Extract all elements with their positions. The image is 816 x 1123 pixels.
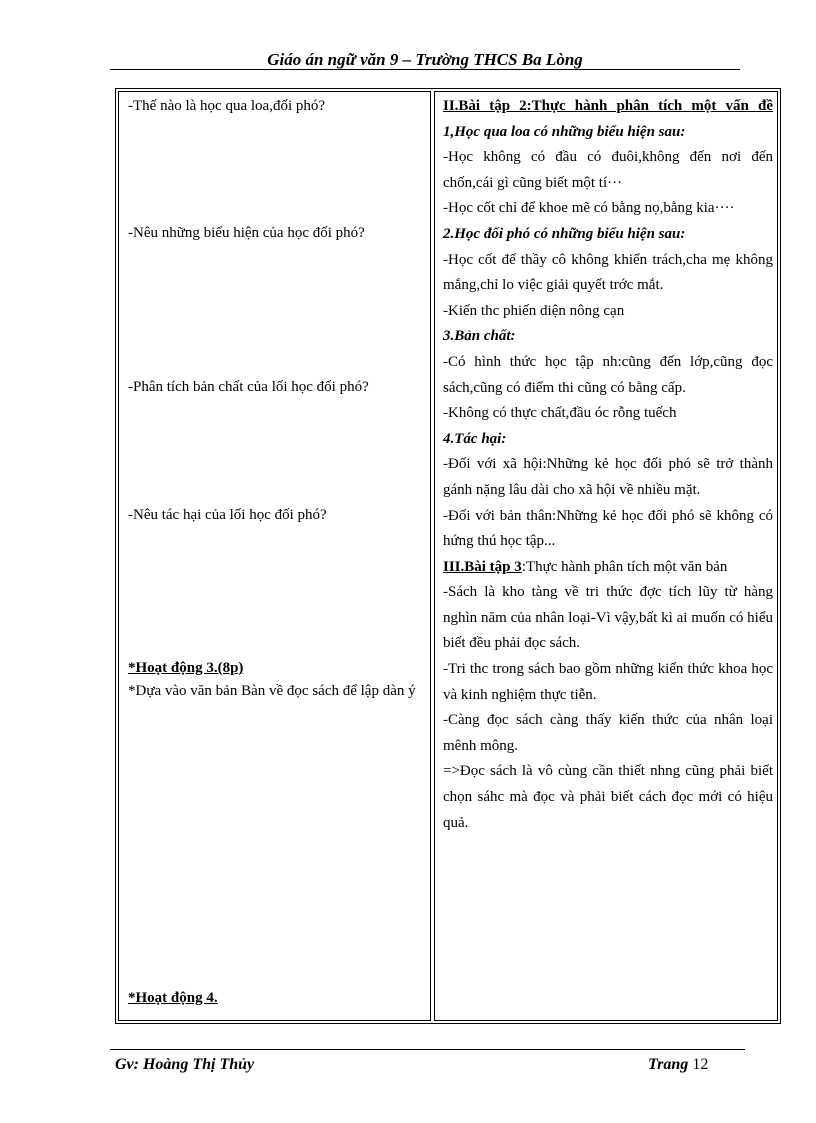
answers-column — [434, 91, 778, 1021]
exercise-3-conclusion: =>Đọc sách là vô cùng cần thiết nhng cũng phải biết chọn sáhc mà đọc và phải biết cách đọc mới có hiệu quả. — [443, 763, 773, 831]
header-rule — [110, 69, 740, 70]
page-header: Giáo án ngữ văn 9 – Trường THCS Ba Lòng — [267, 50, 583, 69]
section-4-point-1: -Đối với xã hội:Những kẻ học đối phó sẽ trở thành gánh nặng lâu dài cho xã hội về nhiều mặt. — [443, 456, 773, 498]
section-2-point-2: -Kiến thc phiến diện nông cạn — [443, 302, 625, 319]
question-2: -Nêu những biểu hiện của học đối phó? — [128, 225, 365, 241]
page-number: 12 — [692, 1056, 709, 1073]
activity-3-text: *Dựa vào văn bản Bàn về đọc sách để lập dàn ý — [128, 683, 416, 699]
exercise-3-title — [443, 555, 773, 581]
questions-column — [118, 91, 431, 1021]
section-4-heading: 4.Tác hại: — [443, 430, 507, 447]
answers-content — [443, 94, 773, 836]
exercise-3-point-3: -Càng đọc sách càng thấy kiến thức của nhân loại mênh mông. — [443, 712, 773, 754]
activity-4-heading: *Hoạt động 4. — [128, 990, 218, 1006]
exercise-3-point-2: -Tri thc trong sách bao gồm những kiến thức khoa học và kinh nghiệm thực tiễn. — [443, 661, 773, 703]
section-2-point-1: -Học cốt để thầy cô không khiển trách,cha mẹ không mắng,chỉ lo việc giải quyết trớc mắt. — [443, 251, 773, 294]
exercise-3-label: III.Bài tập 3 — [443, 558, 522, 575]
section-3-point-1: -Có hình thức học tập nh:cũng đến lớp,cũng đọc sách,cũng có điểm thi cũng có bằng cấp. — [443, 353, 773, 396]
question-4: -Nêu tác hại của lối học đối phó? — [128, 507, 327, 523]
question-1: -Thế nào là học qua loa,đối phó? — [128, 98, 326, 114]
section-1-point-2: -Học cốt chỉ để khoe mẽ có bằng nọ,bằng kia···· — [443, 200, 735, 217]
question-3: -Phân tích bản chất của lối học đối phó? — [128, 379, 369, 395]
activity-3-heading: *Hoạt động 3.(8p) — [128, 660, 244, 676]
exercise-3-point-1: -Sách là kho tàng về tri thức đợc tích lũy từ hàng nghìn năm của nhân loại-Vì vậy,bất kì ai muốn có hiểu biết đều phải đọc sách. — [443, 584, 773, 652]
footer-rule — [110, 1049, 745, 1050]
section-1-point-1: -Học không có đầu có đuôi,không đến nơi đến chốn,cái gì cũng biết một tí··· — [443, 149, 773, 191]
exercise-2-title: II.Bài tập 2:Thực hành phân tích một vấn đề — [443, 98, 773, 114]
page-label: Trang — [648, 1056, 689, 1073]
section-4-point-2: -Đối với bản thân:Những kẻ học đối phó sẽ không có hứng thú học tập... — [443, 507, 773, 550]
exercise-3-title-rest: :Thực hành phân tích một văn bản — [521, 558, 728, 575]
teacher-name: Gv: Hoàng Thị Thủy — [115, 1056, 255, 1073]
section-3-heading: 3.Bản chất: — [443, 328, 516, 345]
page-number-block — [648, 1056, 708, 1074]
lesson-table — [115, 88, 781, 1024]
section-3-point-2: -Không có thực chất,đầu óc rỗng tuếch — [443, 405, 677, 422]
section-2-heading: 2.Học đối phó có những biểu hiện sau: — [443, 225, 686, 242]
section-1-heading: 1,Học qua loa có những biểu hiện sau: — [443, 123, 686, 140]
